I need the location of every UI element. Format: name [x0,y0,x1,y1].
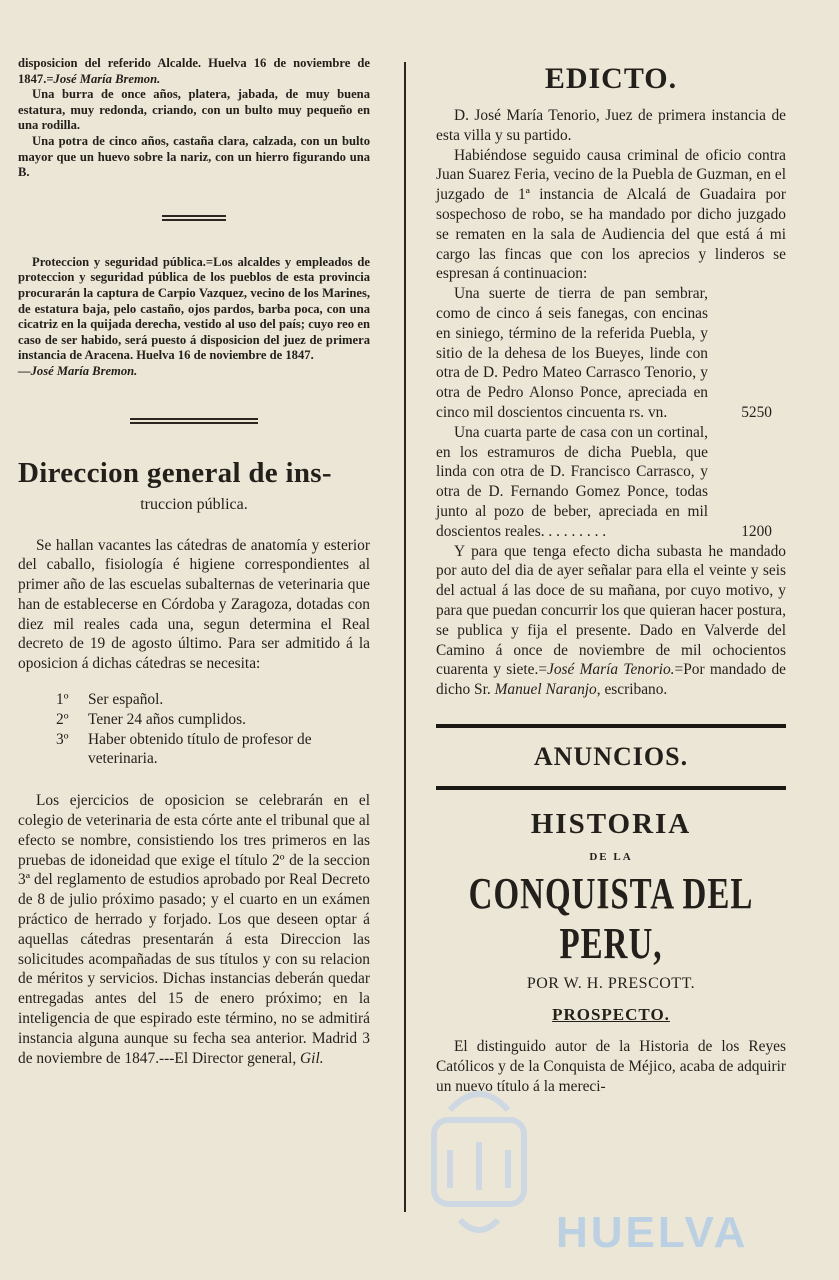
column-divider [404,62,406,1212]
notice-proteccion [18,255,370,380]
watermark-text: HUELVA [556,1208,749,1257]
book-title-conquista: CONQUISTA DEL PERU, [468,869,754,969]
prospecto-heading: PROSPECTO. [552,1004,670,1024]
property-amount: 5250 [741,403,772,421]
proteccion-signature: —José María Bremon. [18,363,138,378]
ornament-rule [162,215,226,221]
director-signature: Gil. [300,1049,324,1067]
instruccion-exercises: Los ejercicios de oposicion se celebrarán en el colegio de veterinaria de esta córte ante el tribunal que al efecto se nombre, consistiendo los tres primeros en las pruebas de idoneidad que exige el título 2º de la seccion 3ª del reglamento de estudios aprobado por Real Decreto de 8 de julio próximo pasado; y el cuarto en un exámen práctico de herrado y forjado. Los que deseen optar á aquellas cátedras presentarán á esta Direccion las solicitudes acompañadas de sus títulos y con su relacion de méritos y servicios. Dichas instancias deberán quedar entregadas antes del 15 de enero próximo; en la inteligencia de que espirado este término, no se admitirá instancia alguna aunque su fecha sea anterior. Madrid 3 de noviembre de 1847.---El Director general, Gil. [18,792,370,1067]
notice-top-text: disposicion del referido Alcalde. Huelva 16 de noviembre de 1847.= [18,56,370,86]
instruccion-intro: Se hallan vacantes las cátedras de anatomía y esterior del caballo, fisiología é higiene correspondientes al primer año de las escuelas subalternas de veterinaria que han de establecerse en Córdoba y Zaragoza, dotadas con diez mil reales cada una, segun determina el Real decreto de 19 de agosto último. Para ser admitido á la oposicion á dichas cátedras se necesita: [18,536,370,673]
ornament-rule [130,418,258,424]
proteccion-text: Proteccion y seguridad pública.=Los alcaldes y empleados de proteccion y seguridad pública de los pueblos de esta provincia procurarán la captura de Carpio Vazquez, vecino de los Marines, de estatura baja, pelo castaño, ojos pardos, barba poca, con una cicatriz en la quijada derecha, vestido al uso del país; cuyo reo en caso de ser habido, será puesto á disposicion del juez de primera instancia de Aracena. Huelva 16 de noviembre de 1847. [18,254,370,363]
list-item: 2º Tener 24 años cumplidos. [56,710,246,728]
property-entry: Una suerte de tierra de pan sembrar, como de cinco á seis fanegas, con encinas en siniego, término de la referida Puebla, y sitio de la dehesa de los Bueyes, linde con otra de D. Pedro Mateo Carrasco Tenorio, y otra de Pedro Alonso Ponce, apreciada en cinco mil doscientos cincuenta rs. vn. 5250 [436,284,786,423]
book-title-dela: DE LA [589,850,633,863]
edicto-closing: Y para que tenga efecto dicha subasta he mandado por auto del dia de ayer señalar para ella el veinte y seis del actual á las doce de su mañana, por cuyo motivo, y para que puedan concurrir los que quieran hacer postura, se publica y fija el presente. Dado en Valverde del Camino á once de noviembre de mil ochocientos cuarenta y siete.=José María Tenorio.=Por mandado de dicho Sr. Manuel Naranjo, escribano. [436,542,786,699]
edicto-text: Habiéndose seguido causa criminal de oficio contra Juan Suarez Feria, vecino de la Puebla de Guzman, en el juzgado de 1ª instancia de Alcalá de Guadaira por sospechoso de robo, se ha mandado por dicho juzgado se rematen en la sala de Audiencia del que está á mi cargo las fincas que con los aprecios y linderos se espresan á continuacion: [436,146,786,283]
notice-potra: Una potra de cinco años, castaña clara, calzada, con un bulto mayor que un huevo sobre la nariz, con un hierro figurando una B. [18,133,370,180]
notice-burra: Una burra de once años, platera, jabada, de muy buena estatura, muy redonda, criando, con un bulto muy pequeño en una rodilla. [18,87,370,133]
heavy-rule [436,786,786,790]
edicto-signature-scribe: Manuel Naranjo [494,681,597,699]
edicto-title: EDICTO. [544,62,678,95]
book-title-historia: HISTORIA [530,807,692,840]
requirements-list [56,690,370,769]
anuncios-heading: ANUNCIOS. [533,741,689,771]
edicto-intro: D. José María Tenorio, Juez de primera instancia de esta villa y su partido. [436,107,786,144]
right-column [436,56,786,1096]
list-item: 3º Haber obtenido título de profesor de veterinaria. [56,730,312,768]
heavy-rule [436,724,786,728]
prospecto-body: El distinguido autor de la Historia de los Reyes Católicos y de la Conquista de Méjico, acaba de adquirir un nuevo título á la mereci- [436,1037,786,1095]
notice-top [18,56,370,181]
edicto-body [436,106,786,700]
crest-watermark-icon [420,1070,538,1250]
section-heading-instruccion: Direccion general de ins- [18,456,332,489]
left-column [18,56,370,1068]
section-heading-cont: truccion pública. [140,495,248,513]
property-amount: 1200 [741,522,772,540]
property-entry: Una cuarta parte de casa con un cortinal, en los estramuros de dicha Puebla, que linda con otra de D. Francisco Carrasco, y otra de D. Fernando Gomez Ponce, todas junto al pozo de beber, apreciada en mil doscientos reales. . . . . . . . . 1200 [436,423,786,542]
notice-top-signature: José María Bremon. [53,71,161,86]
list-item: 1º Ser español. [56,691,164,709]
book-author: POR W. H. PRESCOTT. [526,974,696,992]
edicto-signature-judge: José María Tenorio. [547,661,675,679]
